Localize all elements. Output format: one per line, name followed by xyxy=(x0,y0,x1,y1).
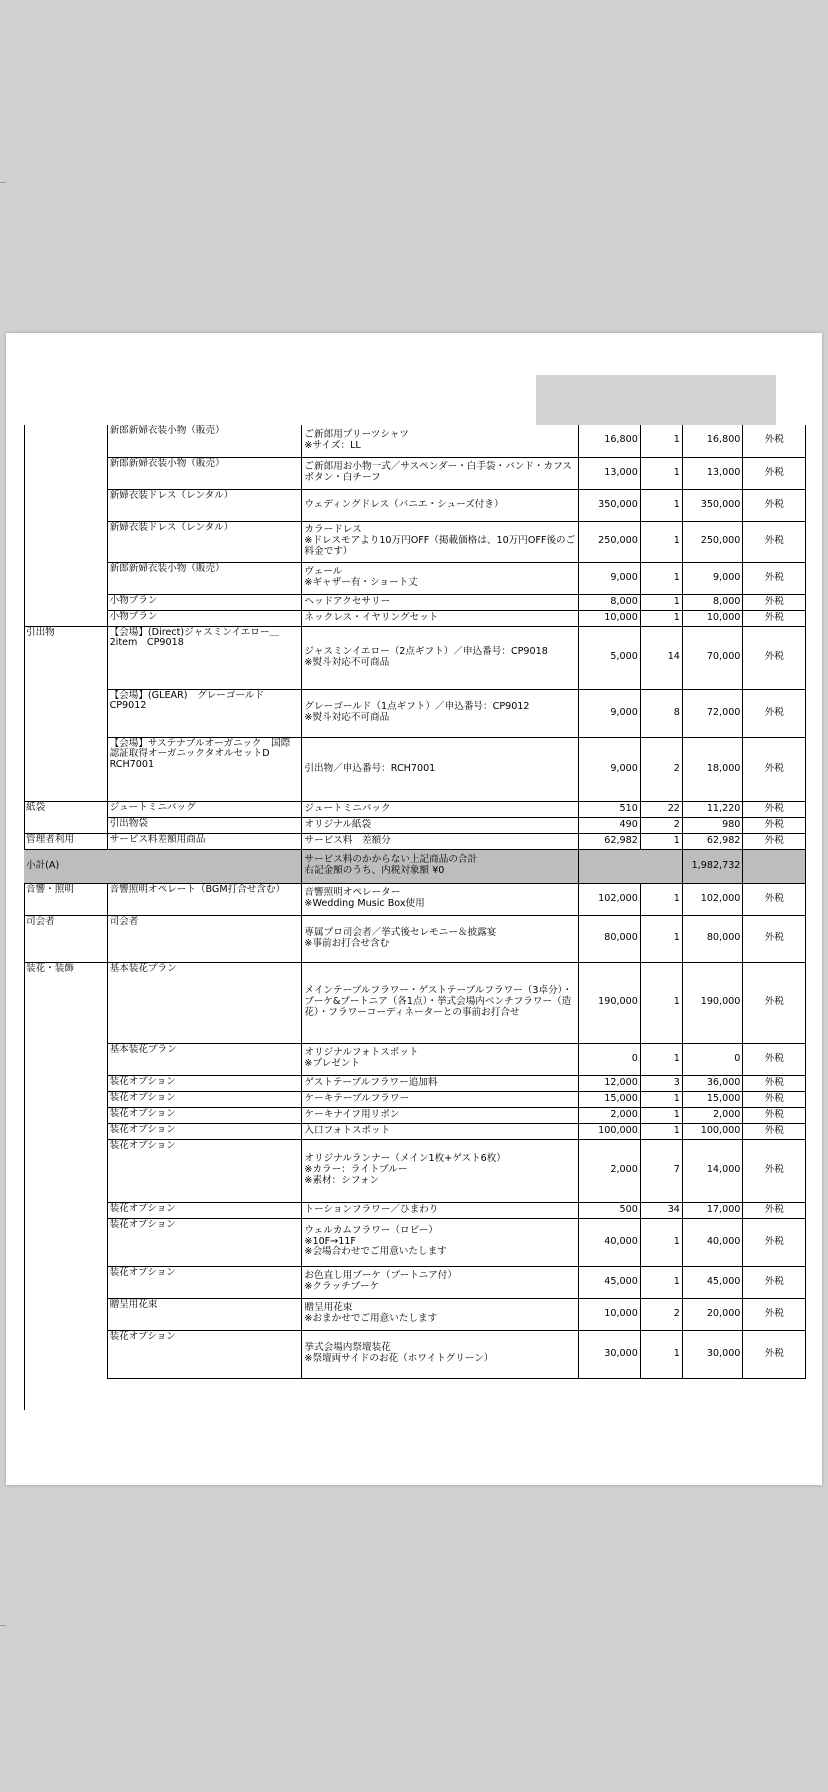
description-cell: ヴェール ※ギャザー有・ショート丈 xyxy=(302,562,579,594)
description-cell: ジャスミンイエロー（2点ギフト）／申込番号：CP9018 ※熨斗対応不可商品 xyxy=(302,626,579,689)
quantity-cell: 1 xyxy=(640,962,682,1043)
quantity-cell: 1 xyxy=(640,915,682,962)
category-cell: 引出物 xyxy=(26,626,55,638)
unit-price-cell: 500 xyxy=(579,1202,641,1218)
description-cell: オリジナルフォトスポット ※プレゼント xyxy=(302,1043,579,1075)
category-cell xyxy=(24,489,107,521)
description-cell: サービス料 差額分 xyxy=(302,833,579,849)
unit-price-cell: 9,000 xyxy=(579,689,641,737)
table-row xyxy=(24,1218,806,1266)
amount-cell: 45,000 xyxy=(682,1266,743,1298)
table-row xyxy=(24,1298,806,1330)
item-cell: 基本装花プラン xyxy=(107,962,302,1043)
amount-cell: 0 xyxy=(682,1043,743,1075)
description-cell: オリジナル紙袋 xyxy=(302,817,579,833)
unit-price-cell: 490 xyxy=(579,817,641,833)
unit-price-cell: 250,000 xyxy=(579,521,641,562)
description-cell: ヘッドアクセサリー xyxy=(302,594,579,610)
item-cell: 装花オプション xyxy=(107,1266,302,1298)
item-cell: ジュートミニバッグ xyxy=(107,801,302,817)
tax-type-cell: 外税 xyxy=(743,1123,806,1139)
quantity-cell: 1 xyxy=(640,1107,682,1123)
unit-price-cell: 0 xyxy=(579,1043,641,1075)
description-cell: カラードレス ※ドレスモアより10万円OFF（掲載価格は、10万円OFF後のご料金です） xyxy=(302,521,579,562)
description-cell: ウェルカムフラワー（ロビー） ※10F→11F ※会場合わせでご用意いたします xyxy=(302,1218,579,1266)
category-cell xyxy=(24,1123,107,1139)
quantity-cell: 1 xyxy=(640,883,682,915)
amount-cell: 100,000 xyxy=(682,1123,743,1139)
unit-price-cell: 13,000 xyxy=(579,457,641,489)
tax-type-cell: 外税 xyxy=(743,801,806,817)
unit-price-cell: 5,000 xyxy=(579,626,641,689)
unit-price-cell: 2,000 xyxy=(579,1107,641,1123)
tax-type-cell: 外税 xyxy=(743,1075,806,1091)
description-cell: 挙式会場内祭壇装花 ※祭壇両サイドのお花（ホワイトグリーン） xyxy=(302,1330,579,1378)
tax-type-cell: 外税 xyxy=(743,915,806,962)
amount-cell: 18,000 xyxy=(682,737,743,801)
description-cell: ウェディングドレス（バニエ・シューズ付き） xyxy=(302,489,579,521)
category-cell xyxy=(24,1298,107,1330)
table-row xyxy=(24,1043,806,1075)
quantity-cell: 1 xyxy=(640,594,682,610)
unit-price-cell: 40,000 xyxy=(579,1218,641,1266)
quantity-cell: 34 xyxy=(640,1202,682,1218)
unit-price-cell: 2,000 xyxy=(579,1139,641,1202)
description-cell: ご新郎用お小物一式／サスペンダー・白手袋・バンド・カフスボタン・白チーフ xyxy=(302,457,579,489)
quantity-cell: 1 xyxy=(640,610,682,626)
table-row xyxy=(24,883,806,915)
item-cell: 装花オプション xyxy=(107,1107,302,1123)
tax-type-cell: 外税 xyxy=(743,1107,806,1123)
description-cell: メインテーブルフラワー・ゲストテーブルフラワー（3卓分）・ブーケ&ブートニア（各1点）・挙式会場内ベンチフラワー（造花）・フラワーコーディネーターとの事前お打合せ xyxy=(302,962,579,1043)
item-cell: 小物プラン xyxy=(107,610,302,626)
bottom-gray-area xyxy=(0,1500,828,1792)
subtotal-note: サービス料のかからない上記商品の合計 右記金額のうち、内税対象額 ¥0 xyxy=(302,849,579,883)
table-row xyxy=(24,489,806,521)
subtotal-amount: 1,982,732 xyxy=(682,849,743,883)
category-cell xyxy=(24,562,107,594)
amount-cell: 190,000 xyxy=(682,962,743,1043)
unit-price-cell: 10,000 xyxy=(579,610,641,626)
unit-price-cell: 12,000 xyxy=(579,1075,641,1091)
quantity-cell: 1 xyxy=(640,833,682,849)
item-cell: 新婦衣装ドレス（レンタル） xyxy=(107,489,302,521)
category-cell xyxy=(24,425,107,457)
tax-type-cell: 外税 xyxy=(743,689,806,737)
amount-cell: 350,000 xyxy=(682,489,743,521)
estimate-table xyxy=(24,425,806,1379)
tax-type-cell: 外税 xyxy=(743,489,806,521)
description-cell: 入口フォトスポット xyxy=(302,1123,579,1139)
category-cell xyxy=(24,1330,107,1378)
quantity-cell: 1 xyxy=(640,1330,682,1378)
item-cell: 新郎新婦衣装小物（販売） xyxy=(107,425,302,457)
table-row xyxy=(24,1202,806,1218)
amount-cell: 62,982 xyxy=(682,833,743,849)
unit-price-cell: 15,000 xyxy=(579,1091,641,1107)
description-cell: 贈呈用花束 ※おまかせでご用意いたします xyxy=(302,1298,579,1330)
description-cell: ネックレス・イヤリングセット xyxy=(302,610,579,626)
amount-cell: 20,000 xyxy=(682,1298,743,1330)
table-row xyxy=(24,610,806,626)
category-cell xyxy=(24,1075,107,1091)
quantity-cell: 1 xyxy=(640,1091,682,1107)
table-row xyxy=(24,962,806,1043)
amount-cell: 102,000 xyxy=(682,883,743,915)
table-row xyxy=(24,1075,806,1091)
item-cell: 【会場】(Direct)ジャスミンイエロー＿2item CP9018 xyxy=(107,626,302,689)
tax-type-cell: 外税 xyxy=(743,737,806,801)
amount-cell: 40,000 xyxy=(682,1218,743,1266)
item-cell: 装花オプション xyxy=(107,1075,302,1091)
unit-price-cell: 9,000 xyxy=(579,562,641,594)
amount-cell: 17,000 xyxy=(682,1202,743,1218)
tax-type-cell: 外税 xyxy=(743,1218,806,1266)
item-cell: 司会者 xyxy=(107,915,302,962)
amount-cell: 15,000 xyxy=(682,1091,743,1107)
tax-type-cell: 外税 xyxy=(743,594,806,610)
amount-cell: 30,000 xyxy=(682,1330,743,1378)
item-cell: 基本装花プラン xyxy=(107,1043,302,1075)
amount-cell: 8,000 xyxy=(682,594,743,610)
tax-type-cell: 外税 xyxy=(743,562,806,594)
tax-type-cell: 外税 xyxy=(743,817,806,833)
table-row xyxy=(24,737,806,801)
description-cell: グレーゴールド（1点ギフト）／申込番号：CP9012 ※熨斗対応不可商品 xyxy=(302,689,579,737)
description-cell: 引出物／申込番号：RCH7001 xyxy=(302,737,579,801)
table-row xyxy=(24,689,806,737)
unit-price-cell: 102,000 xyxy=(579,883,641,915)
quantity-cell: 1 xyxy=(640,1218,682,1266)
tax-type-cell: 外税 xyxy=(743,962,806,1043)
item-cell: 音響照明オペレート（BGM打合せ含む） xyxy=(107,883,302,915)
unit-price-cell: 45,000 xyxy=(579,1266,641,1298)
unit-price-cell: 9,000 xyxy=(579,737,641,801)
category-cell xyxy=(24,1043,107,1075)
description-cell: 専属プロ司会者／挙式後セレモニー＆披露宴 ※事前お打合せ含む xyxy=(302,915,579,962)
quantity-cell: 8 xyxy=(640,689,682,737)
category-cell xyxy=(24,1107,107,1123)
description-cell: お色直し用ブーケ（ブートニア付） ※クラッチブーケ xyxy=(302,1266,579,1298)
category-cell: 司会者 xyxy=(24,915,107,962)
tax-type-cell: 外税 xyxy=(743,1091,806,1107)
category-cell: 紙袋 xyxy=(26,801,46,813)
tax-type-cell: 外税 xyxy=(743,610,806,626)
item-cell: 装花オプション xyxy=(107,1218,302,1266)
table-row xyxy=(24,1266,806,1298)
subtotal-empty xyxy=(743,849,806,883)
table-row xyxy=(24,817,806,833)
quantity-cell: 2 xyxy=(640,1298,682,1330)
tax-type-cell: 外税 xyxy=(743,1043,806,1075)
category-cell xyxy=(24,521,107,562)
redacted-block xyxy=(536,375,776,425)
category-cell: 音響・照明 xyxy=(24,883,107,915)
amount-cell: 13,000 xyxy=(682,457,743,489)
table-row xyxy=(24,1139,806,1202)
subtotal-empty xyxy=(579,849,683,883)
subtotal-label: 小計(A) xyxy=(24,849,302,883)
category-cell: 管理者利用 xyxy=(24,833,107,849)
tax-type-cell: 外税 xyxy=(743,1298,806,1330)
tax-type-cell: 外税 xyxy=(743,1202,806,1218)
description-cell: ケーキテーブルフラワー xyxy=(302,1091,579,1107)
tax-type-cell: 外税 xyxy=(743,1139,806,1202)
item-cell: 贈呈用花束 xyxy=(107,1298,302,1330)
quantity-cell: 1 xyxy=(640,562,682,594)
document-page xyxy=(6,333,822,1485)
quantity-cell: 2 xyxy=(640,817,682,833)
category-cell xyxy=(24,594,107,610)
unit-price-cell: 8,000 xyxy=(579,594,641,610)
item-cell: 小物プラン xyxy=(107,594,302,610)
quantity-cell: 1 xyxy=(640,457,682,489)
unit-price-cell: 100,000 xyxy=(579,1123,641,1139)
subtotal-row xyxy=(24,849,806,883)
table-row xyxy=(24,425,806,457)
amount-cell: 10,000 xyxy=(682,610,743,626)
category-cell xyxy=(24,610,107,626)
unit-price-cell: 30,000 xyxy=(579,1330,641,1378)
unit-price-cell: 350,000 xyxy=(579,489,641,521)
item-cell: サービス料差額用商品 xyxy=(107,833,302,849)
category-cell xyxy=(24,1091,107,1107)
unit-price-cell: 62,982 xyxy=(579,833,641,849)
quantity-cell: 1 xyxy=(640,1043,682,1075)
unit-price-cell: 16,800 xyxy=(579,425,641,457)
item-cell: 新郎新婦衣装小物（販売） xyxy=(107,457,302,489)
quantity-cell: 7 xyxy=(640,1139,682,1202)
tax-type-cell: 外税 xyxy=(743,626,806,689)
amount-cell: 70,000 xyxy=(682,626,743,689)
table-row xyxy=(24,1123,806,1139)
tax-type-cell: 外税 xyxy=(743,457,806,489)
amount-cell: 250,000 xyxy=(682,521,743,562)
amount-cell: 9,000 xyxy=(682,562,743,594)
item-cell: 【会場】(GLEAR) グレーゴールド CP9012 xyxy=(107,689,302,737)
quantity-cell: 1 xyxy=(640,1266,682,1298)
table-row xyxy=(24,594,806,610)
amount-cell: 2,000 xyxy=(682,1107,743,1123)
edge-mark xyxy=(0,1625,6,1626)
quantity-cell: 2 xyxy=(640,737,682,801)
item-cell: 装花オプション xyxy=(107,1123,302,1139)
quantity-cell: 1 xyxy=(640,425,682,457)
unit-price-cell: 190,000 xyxy=(579,962,641,1043)
tax-type-cell: 外税 xyxy=(743,1330,806,1378)
table-row xyxy=(24,833,806,849)
quantity-cell: 1 xyxy=(640,489,682,521)
table-row xyxy=(24,521,806,562)
item-cell: 新郎新婦衣装小物（販売） xyxy=(107,562,302,594)
table-row xyxy=(24,626,806,689)
unit-price-cell: 10,000 xyxy=(579,1298,641,1330)
category-cell xyxy=(24,1139,107,1202)
item-cell: 装花オプション xyxy=(107,1139,302,1202)
table-row xyxy=(24,1330,806,1378)
table-row xyxy=(24,915,806,962)
item-cell: 引出物袋 xyxy=(107,817,302,833)
description-cell: トーションフラワー／ひまわり xyxy=(302,1202,579,1218)
amount-cell: 72,000 xyxy=(682,689,743,737)
unit-price-cell: 80,000 xyxy=(579,915,641,962)
table-row xyxy=(24,562,806,594)
category-cell xyxy=(24,737,107,801)
tax-type-cell: 外税 xyxy=(743,1266,806,1298)
table-row xyxy=(24,1107,806,1123)
tax-type-cell: 外税 xyxy=(743,883,806,915)
table-row xyxy=(24,1091,806,1107)
category-cell xyxy=(24,457,107,489)
category-cell xyxy=(24,817,107,833)
description-cell: ケーキナイフ用リボン xyxy=(302,1107,579,1123)
amount-cell: 980 xyxy=(682,817,743,833)
description-cell: ゲストテーブルフラワー追加料 xyxy=(302,1075,579,1091)
quantity-cell: 3 xyxy=(640,1075,682,1091)
category-cell xyxy=(24,1266,107,1298)
description-cell: 音響照明オペレーター ※Wedding Music Box使用 xyxy=(302,883,579,915)
item-cell: 【会場】サステナブルオーガニック 国際認証取得オーガニックタオルセットD RCH7001 xyxy=(107,737,302,801)
item-cell: 装花オプション xyxy=(107,1202,302,1218)
unit-price-cell: 510 xyxy=(579,801,641,817)
amount-cell: 11,220 xyxy=(682,801,743,817)
quantity-cell: 14 xyxy=(640,626,682,689)
amount-cell: 80,000 xyxy=(682,915,743,962)
quantity-cell: 22 xyxy=(640,801,682,817)
item-cell: 装花オプション xyxy=(107,1330,302,1378)
item-cell: 装花オプション xyxy=(107,1091,302,1107)
quantity-cell: 1 xyxy=(640,521,682,562)
description-cell: ジュートミニバック xyxy=(302,801,579,817)
table-row xyxy=(24,457,806,489)
category-cell xyxy=(24,689,107,737)
amount-cell: 14,000 xyxy=(682,1139,743,1202)
category-cell: 装花・装飾 xyxy=(26,962,74,974)
quantity-cell: 1 xyxy=(640,1123,682,1139)
amount-cell: 36,000 xyxy=(682,1075,743,1091)
description-cell: ご新郎用プリーツシャツ ※サイズ：LL xyxy=(302,425,579,457)
description-cell: オリジナルランナー（メイン1枚+ゲスト6枚） ※カラー：ライトブルー ※素材：シフォン xyxy=(302,1139,579,1202)
amount-cell: 16,800 xyxy=(682,425,743,457)
tax-type-cell: 外税 xyxy=(743,425,806,457)
category-cell xyxy=(24,1218,107,1266)
tax-type-cell: 外税 xyxy=(743,833,806,849)
category-cell xyxy=(24,1202,107,1218)
edge-mark xyxy=(0,182,6,183)
top-gray-area xyxy=(0,0,828,325)
table-row xyxy=(24,801,806,817)
tax-type-cell: 外税 xyxy=(743,521,806,562)
item-cell: 新婦衣装ドレス（レンタル） xyxy=(107,521,302,562)
